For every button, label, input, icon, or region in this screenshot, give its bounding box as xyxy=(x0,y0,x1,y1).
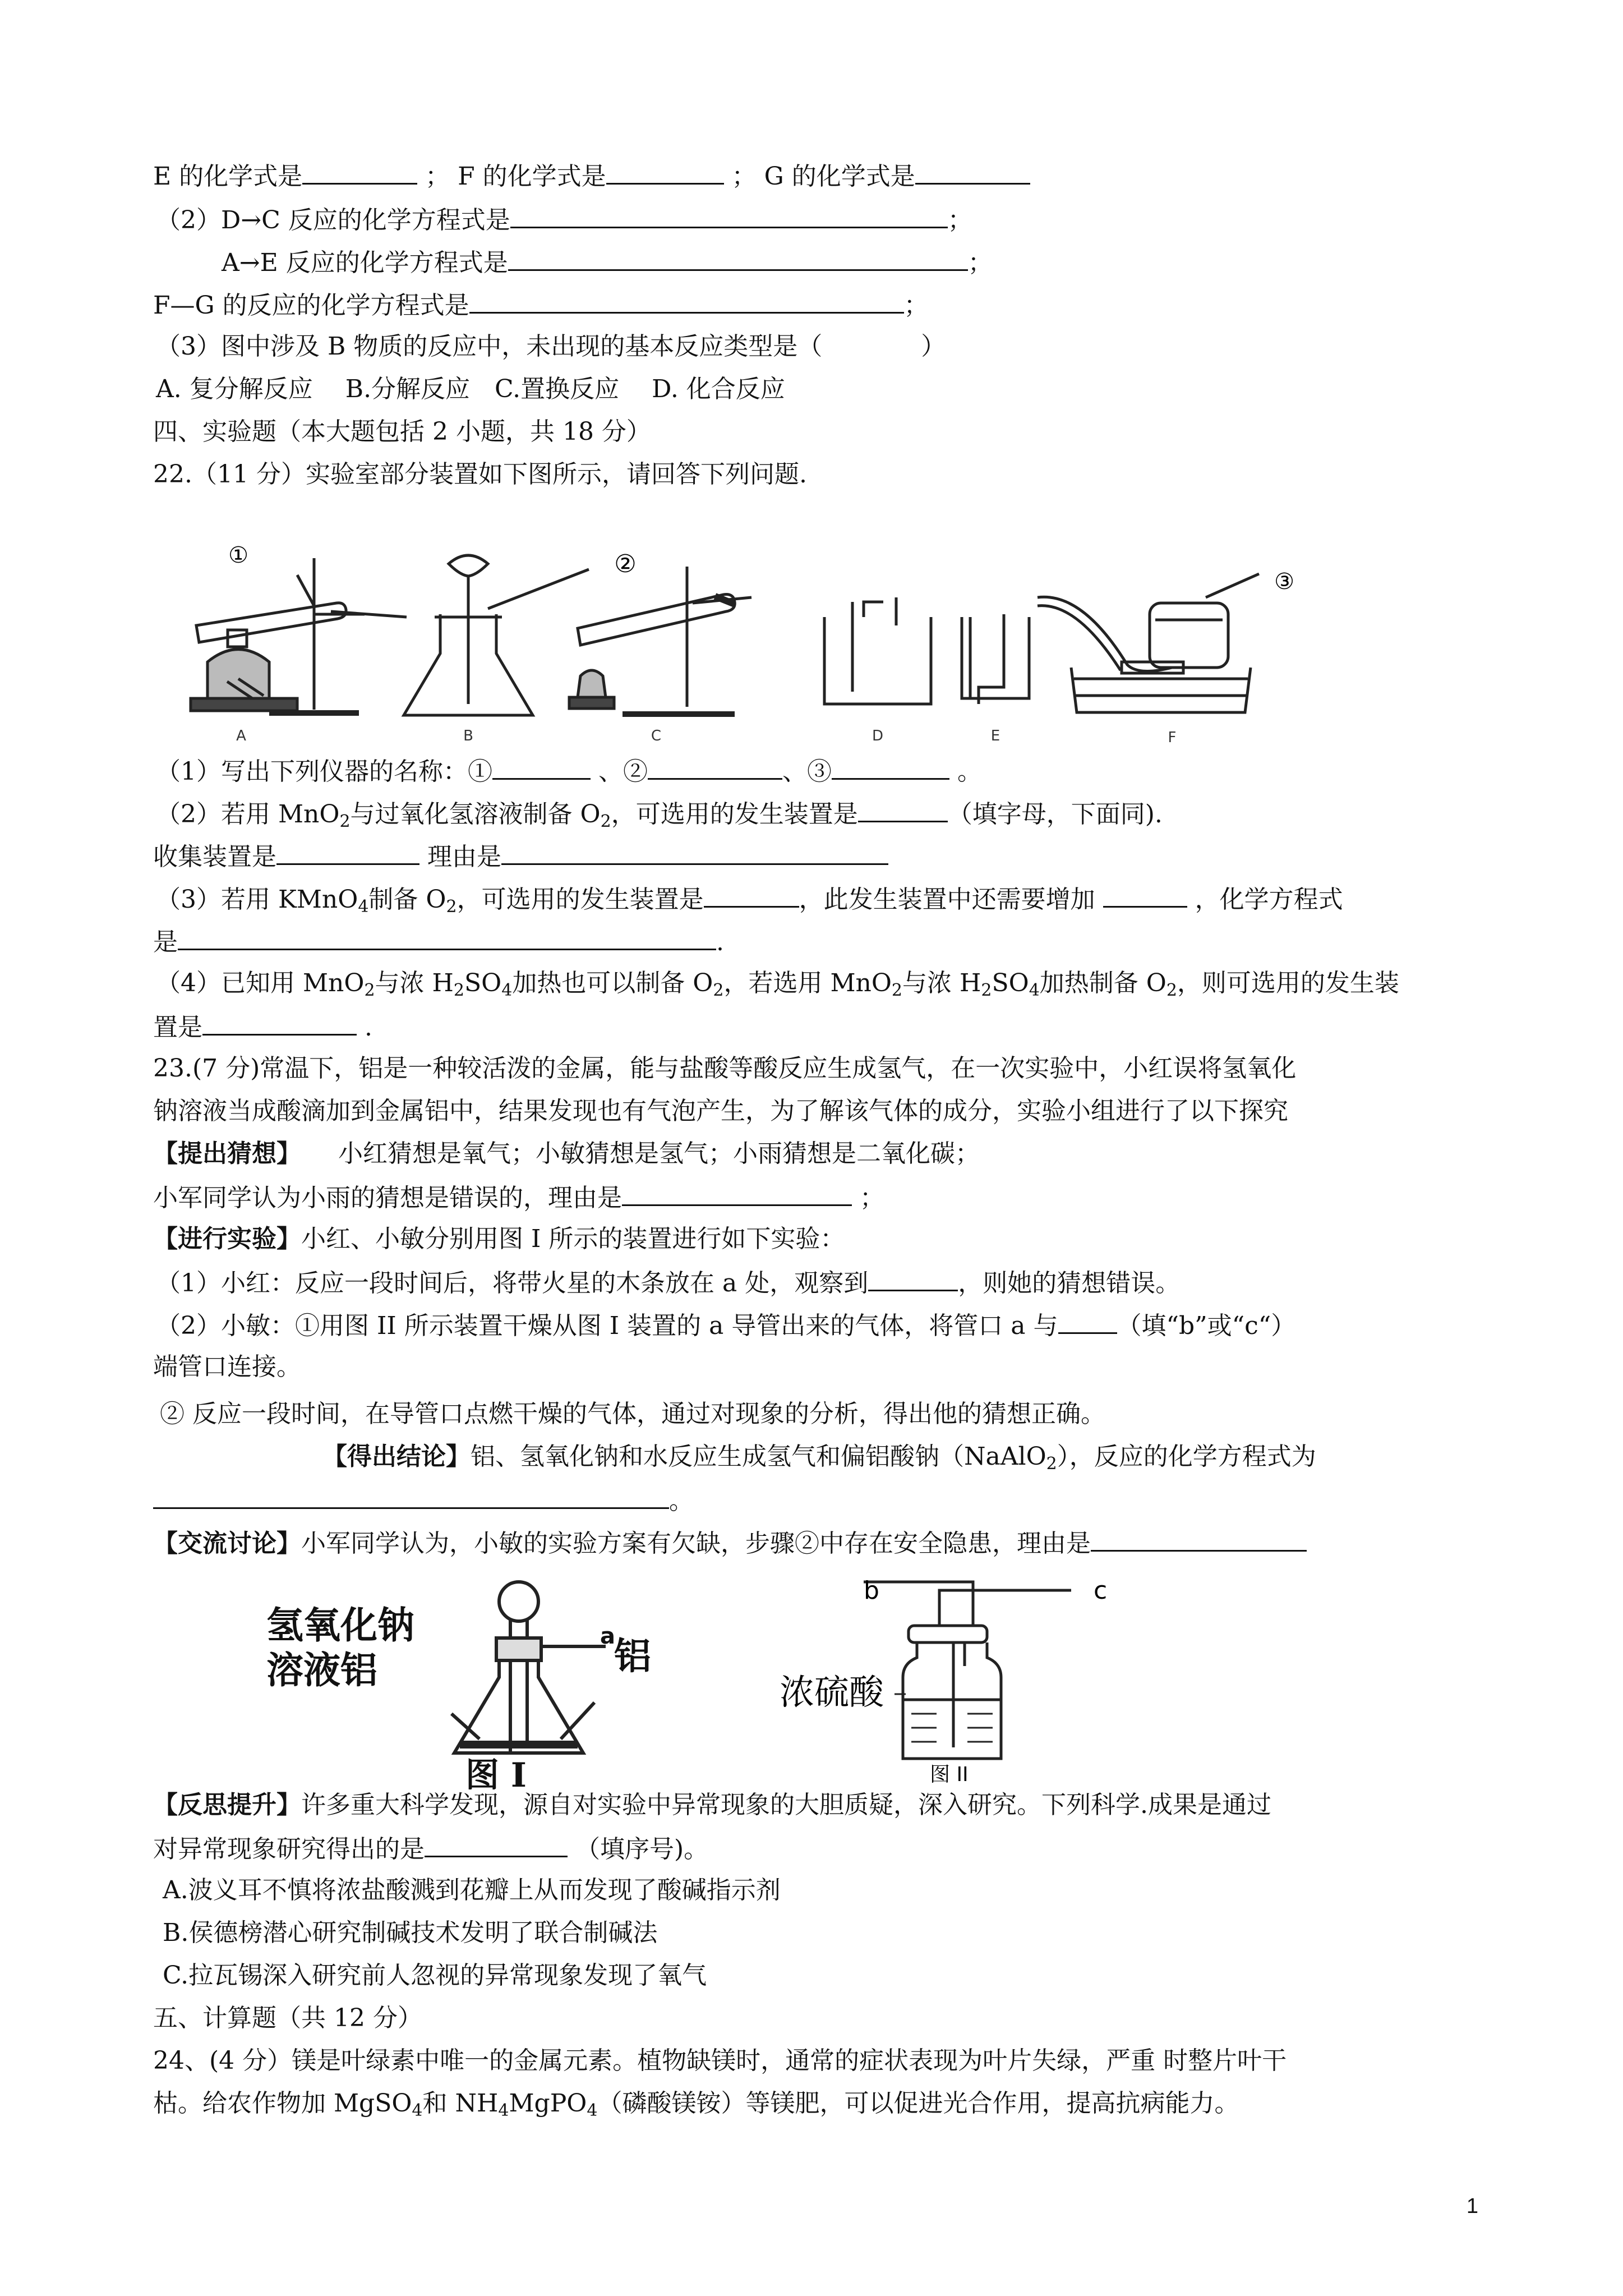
q22-title: 22.（11 分）实验室部分装置如下图所示，请回答下列问题. xyxy=(153,460,807,489)
section-5-heading: 五、计算题（共 12 分） xyxy=(153,2004,422,2032)
q23-experiment: 【进行实验】小红、小敏分别用图 I 所示的装置进行如下实验： xyxy=(153,1225,845,1253)
answer-blank[interactable] xyxy=(606,159,724,185)
figure-2-label-c: c xyxy=(1094,1576,1108,1605)
q22-part4: （4）已知用 MnO$_2$与浓 $H_2SO_4$加热也可以制备 $O_2$，若选用 MnO$_2$与浓 $H_2SO_4$加热制备 $O_2$，则可选用的发生装 xyxy=(156,969,1399,1000)
q23-reason: 小军同学认为小雨的猜想是错误的，理由是 ； xyxy=(153,1181,884,1214)
answer-blank[interactable] xyxy=(868,1266,958,1291)
answer-blank[interactable] xyxy=(915,159,1030,185)
answer-blank[interactable] xyxy=(648,754,782,780)
q23-intro-2: 钠溶液当成酸滴加到金属铝中，结果发现也有气泡产生，为了解该气体的成分，实验小组进行了以下探究 xyxy=(153,1097,1288,1125)
answer-blank[interactable] xyxy=(858,797,948,822)
q23-discussion: 【交流讨论】小军同学认为，小敏的实验方案有欠缺，步骤②中存在安全隐患，理由是 xyxy=(153,1526,1307,1559)
figure-2-apparatus xyxy=(780,1559,1127,1784)
apparatus-label-c: C xyxy=(651,728,662,744)
answer-blank[interactable] xyxy=(425,1832,568,1857)
answer-blank[interactable] xyxy=(276,840,419,865)
apparatus-label-e: E xyxy=(990,728,1000,744)
figure-1-caption: 图 I xyxy=(465,1756,527,1789)
q23-option-c: C.拉瓦锡深入研究前人忽视的异常现象发现了氧气 xyxy=(163,1961,707,1990)
figure-2-label-acid: 浓硫酸 xyxy=(780,1672,884,1713)
q23-intro-1: 23.(7 分)常温下，铝是一种较活泼的金属，能与盐酸等酸反应生成氢气，在一次实验中，小红误将氢氧化 xyxy=(153,1054,1297,1083)
apparatus-label-b: B xyxy=(463,728,473,744)
answer-blank[interactable] xyxy=(178,925,716,950)
figure-2-caption: 图 II xyxy=(930,1763,969,1784)
q22-part2-collect: 收集装置是 理由是 xyxy=(153,840,888,873)
figure-2-label-b: b xyxy=(864,1576,879,1605)
q22-part3: （3）若用 KMnO$_4$制备 $O_2$，可选用的发生装置是 ，此发生装置中还需要增加 ，化学方程式 xyxy=(156,882,1343,923)
q23-hypothesis: 【提出猜想】 小红猜想是氧气；小敏猜想是氢气；小雨猜想是二氧化碳； xyxy=(153,1139,980,1168)
q21-line4: F—G 的反应的化学方程式是 ； xyxy=(153,288,929,321)
figure-1-apparatus xyxy=(258,1576,751,1789)
q23-option-a: A.波义耳不慎将浓盐酸溅到花瓣上从而发现了酸碱指示剂 xyxy=(163,1876,781,1904)
answer-blank[interactable] xyxy=(622,1181,852,1206)
apparatus-label-d: D xyxy=(872,728,884,744)
q22-part4-device: 置是 . xyxy=(153,1010,372,1043)
page-number: 1 xyxy=(1466,2194,1478,2218)
q22-part2: （2）若用 MnO$_2$与过氧化氢溶液制备 $O_2$，可选用的发生装置是 （填字母，下面同). xyxy=(156,797,1163,838)
q24-line1: 24、(4 分）镁是叶绿素中唯一的金属元素。植物缺镁时，通常的症状表现为叶片失绿，严重 时整片叶干 xyxy=(153,2046,1287,2075)
circle-label-2: ② xyxy=(614,550,637,578)
answer-blank[interactable] xyxy=(1058,1309,1117,1334)
answer-blank[interactable] xyxy=(492,754,591,780)
q21-line3: A→E 反应的化学方程式是 ； xyxy=(222,246,993,279)
q23-conclusion-equation: 。 xyxy=(153,1484,694,1517)
q23-option-b: B.侯德榜潜心研究制碱技术发明了联合制碱法 xyxy=(163,1918,658,1947)
circle-label-1 xyxy=(228,542,248,568)
q21-options: A. 复分解反应 B.分解反应 C.置换反应 D. 化合反应 xyxy=(156,375,785,403)
q23-reflection: 【反思提升】许多重大科学发现，源自对实验中异常现象的大胆质疑，深入研究。下列科学.成果是通过 xyxy=(153,1791,1271,1819)
q22-part1: （1）写出下列仪器的名称：① 、② 、③ 。 xyxy=(156,754,982,788)
answer-blank[interactable] xyxy=(832,754,949,780)
answer-blank[interactable] xyxy=(501,840,888,865)
figure-1-label-solution: 溶液铝 xyxy=(266,1648,377,1692)
q23-conclusion: 【得出结论】铝、氢氧化钠和水反应生成氢气和偏铝酸钠（NaAlO$_2$），反应的化学方程式为 xyxy=(322,1442,1316,1474)
answer-blank[interactable] xyxy=(302,159,417,185)
q21-line2: （2）D→C 反应的化学方程式是 ； xyxy=(156,203,972,236)
figure-1-label-a: a xyxy=(600,1623,615,1649)
q23-part2-step2: ② 反应一段时间，在导管口点燃干燥的气体，通过对现象的分析，得出他的猜想正确。 xyxy=(160,1400,1105,1428)
q23-part1: （1）小红：反应一段时间后，将带火星的木条放在 a 处，观察到 ，则她的猜想错误。 xyxy=(156,1266,1180,1299)
figure-1-label-naoh: 氢氧化钠 xyxy=(266,1603,414,1647)
q23-part2: （2）小敏：①用图 II 所示装置干燥从图 I 装置的 a 导管出来的气体，将管口 a 与 （填“b”或“c“） xyxy=(156,1309,1295,1342)
svg-text:①: ① xyxy=(228,542,248,568)
q21-line5: （3）图中涉及 B 物质的反应中，未出现的基本反应类型是（ ） xyxy=(156,332,946,361)
apparatus-label-a: A xyxy=(236,728,246,744)
q24-line2: 枯。给农作物加 MgSO$_4$和 $NH_4MgPO_4$（磷酸镁铵）等镁肥，可以促进光合作用，提高抗病能力。 xyxy=(153,2089,1239,2120)
section-4-heading: 四、实验题（本大题包括 2 小题，共 18 分） xyxy=(153,417,651,446)
q23-reflection-2: 对异常现象研究得出的是 （填序号)。 xyxy=(153,1832,708,1865)
circle-label-3: ③ xyxy=(1274,569,1294,595)
q22-part3-equation: 是 . xyxy=(153,925,724,958)
answer-blank[interactable] xyxy=(202,1010,357,1036)
answer-blank[interactable] xyxy=(508,246,968,271)
q23-part2-end: 端管口连接。 xyxy=(153,1352,301,1381)
answer-blank[interactable] xyxy=(1103,882,1187,908)
answer-blank[interactable] xyxy=(510,203,948,228)
q21-line1: E 的化学式是 ； F 的化学式是 ； G 的化学式是 xyxy=(153,159,1030,192)
answer-blank[interactable] xyxy=(469,288,904,314)
figure-1-label-al: 铝 xyxy=(614,1634,651,1678)
answer-blank[interactable] xyxy=(1091,1526,1307,1552)
q22-apparatus-figure xyxy=(185,536,1352,746)
answer-blank[interactable] xyxy=(153,1484,669,1509)
answer-blank[interactable] xyxy=(704,882,799,908)
apparatus-label-f: F xyxy=(1168,729,1177,746)
